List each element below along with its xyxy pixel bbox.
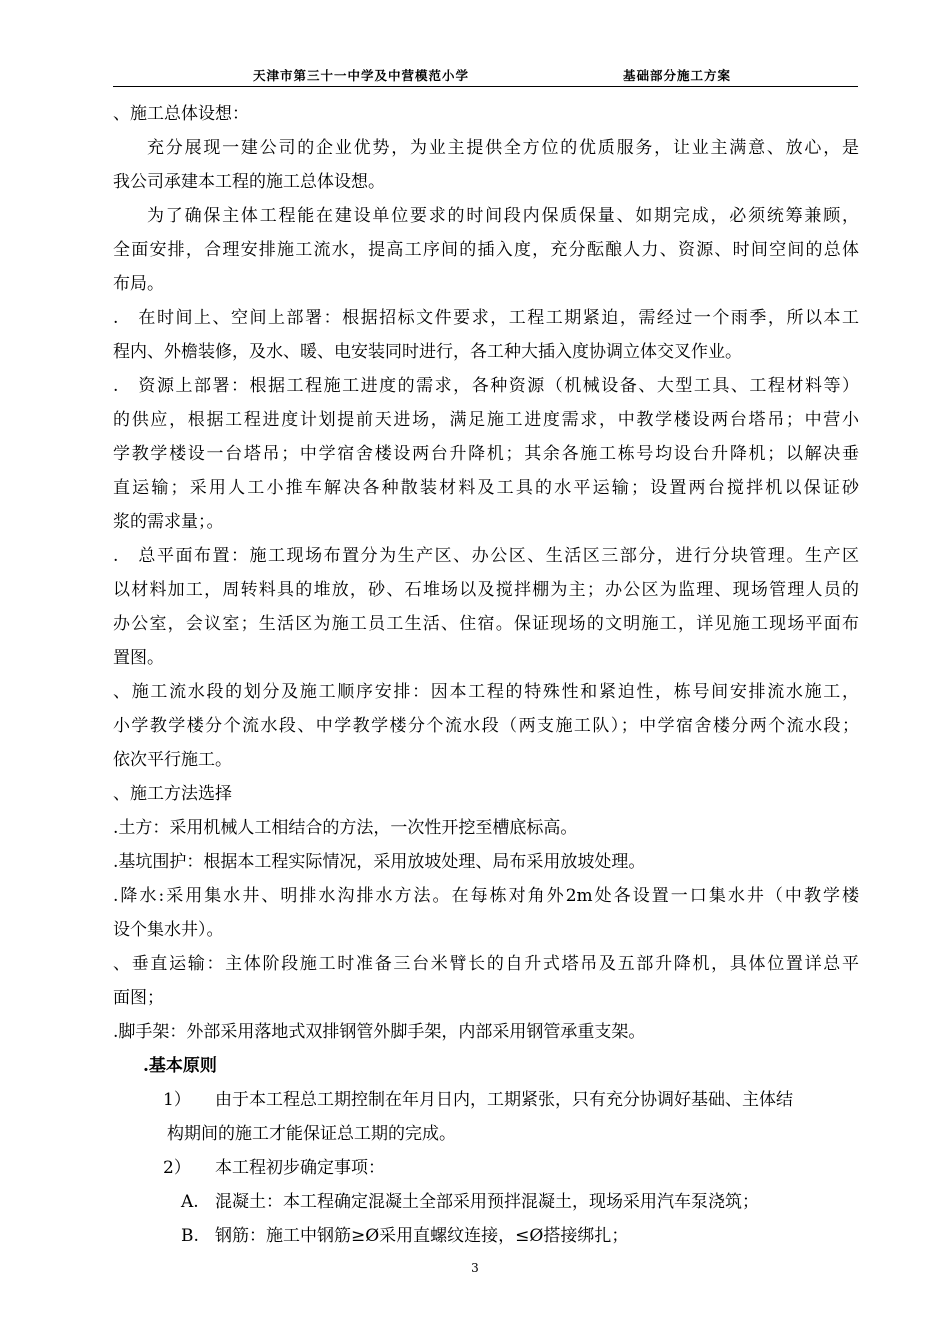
- method-pit-support: .基坑围护：根据本工程实际情况，采用放坡处理、局布采用放坡处理。: [113, 852, 646, 872]
- principle-item-1: [113, 1083, 859, 1117]
- method-dewatering-cont: 设个集水井）。: [113, 920, 224, 940]
- paragraph-line: . 资源上部署：根据工程施工进度的需求，各种资源（机械设备、大型工具、工程材料等）: [113, 376, 859, 396]
- method-vertical-transport-cont: 面图；: [113, 988, 164, 1008]
- paragraph-line: 充分展现一建公司的企业优势，为业主提供全方位的优质服务，让业主满意、放心，是: [147, 138, 859, 158]
- method-vertical-transport: 、垂直运输：主体阶段施工时准备三台米臂长的自升式塔吊及五部升降机，具体位置详总平: [113, 954, 859, 974]
- section-heading-basic-principles: .基本原则: [143, 1056, 217, 1076]
- list-letter: B.: [181, 1226, 199, 1246]
- section-heading-overall-concept: 、施工总体设想：: [113, 104, 249, 124]
- paragraph-line: 学教学楼设一台塔吊；中学宿舍楼设两台升降机；其余各施工栋号均设台升降机；以解决垂: [113, 444, 859, 464]
- paragraph-line: 为了确保主体工程能在建设单位要求的时间段内保质保量、如期完成，必须统筹兼顾，: [147, 206, 859, 226]
- paragraph-line: 置图。: [113, 648, 164, 668]
- paragraph-line: 浆的需求量；。: [113, 512, 224, 532]
- list-letter: A.: [181, 1192, 199, 1212]
- method-scaffolding: .脚手架：外部采用落地式双排钢管外脚手架，内部采用钢管承重支架。: [113, 1022, 646, 1042]
- section-heading-construction-methods: 、施工方法选择: [113, 784, 232, 804]
- principle-item-1-cont: 构期间的施工才能保证总工期的完成。: [167, 1124, 456, 1144]
- list-text: 本工程初步确定事项：: [215, 1158, 385, 1178]
- method-earthwork: .土方：采用机械人工相结合的方法，一次性开挖至槽底标高。: [113, 818, 578, 838]
- paragraph-line: 我公司承建本工程的施工总体设想。: [113, 172, 385, 192]
- header-document-title: 基础部分施工方案: [623, 68, 732, 83]
- paragraph-line: . 总平面布置：施工现场布置分为生产区、办公区、生活区三部分，进行分块管理。生产区: [113, 546, 859, 566]
- list-number: 1）: [163, 1090, 191, 1110]
- page-header: [113, 62, 858, 87]
- list-text: 混凝土：本工程确定混凝土全部采用预拌混凝土，现场采用汽车泵浇筑；: [215, 1192, 759, 1212]
- list-number: 2）: [163, 1158, 191, 1178]
- page-number: 3: [471, 1261, 479, 1275]
- paragraph-line: 全面安排，合理安排施工流水，提高工序间的插入度，充分酝酿人力、资源、时间空间的总体: [113, 240, 859, 260]
- paragraph-line: . 在时间上、空间上部署：根据招标文件要求，工程工期紧迫，需经过一个雨季，所以本工: [113, 308, 859, 328]
- paragraph-line: 、施工流水段的划分及施工顺序安排：因本工程的特殊性和紧迫性，栋号间安排流水施工，: [113, 682, 859, 702]
- principle-item-2: [113, 1151, 859, 1185]
- sub-item-b: [113, 1219, 859, 1253]
- list-text: 由于本工程总工期控制在年月日内，工期紧张，只有充分协调好基础、主体结: [215, 1090, 793, 1110]
- paragraph-line: 小学教学楼分个流水段、中学教学楼分个流水段（两支施工队）；中学宿舍楼分两个流水段；: [113, 716, 859, 736]
- paragraph-line: 程内、外檐装修，及水、暖、电安装同时进行，各工种大插入度协调立体交叉作业。: [113, 342, 742, 362]
- paragraph-line: 的供应，根据工程进度计划提前天进场，满足施工进度需求，中教学楼设两台塔吊；中营小: [113, 410, 859, 430]
- header-school-name: 天津市第三十一中学及中营模范小学: [253, 68, 470, 83]
- paragraph-line: 布局。: [113, 274, 164, 294]
- paragraph-line: 依次平行施工。: [113, 750, 232, 770]
- list-text: 钢筋：施工中钢筋≥Ø采用直螺纹连接，≤Ø搭接绑扎；: [215, 1226, 629, 1246]
- paragraph-line: 直运输；采用人工小推车解决各种散装材料及工具的水平运输；设置两台搅拌机以保证砂: [113, 478, 859, 498]
- paragraph-line: 办公室，会议室；生活区为施工员工生活、住宿。保证现场的文明施工，详见施工现场平面布: [113, 614, 859, 634]
- paragraph-line: 以材料加工，周转料具的堆放，砂、石堆场以及搅拌棚为主；办公区为监理、现场管理人员的: [113, 580, 859, 600]
- sub-item-a: [113, 1185, 859, 1219]
- method-dewatering: .降水:采用集水井、明排水沟排水方法。在每栋对角外2m处各设置一口集水井（中教学楼: [113, 886, 859, 906]
- document-body: [113, 97, 859, 1253]
